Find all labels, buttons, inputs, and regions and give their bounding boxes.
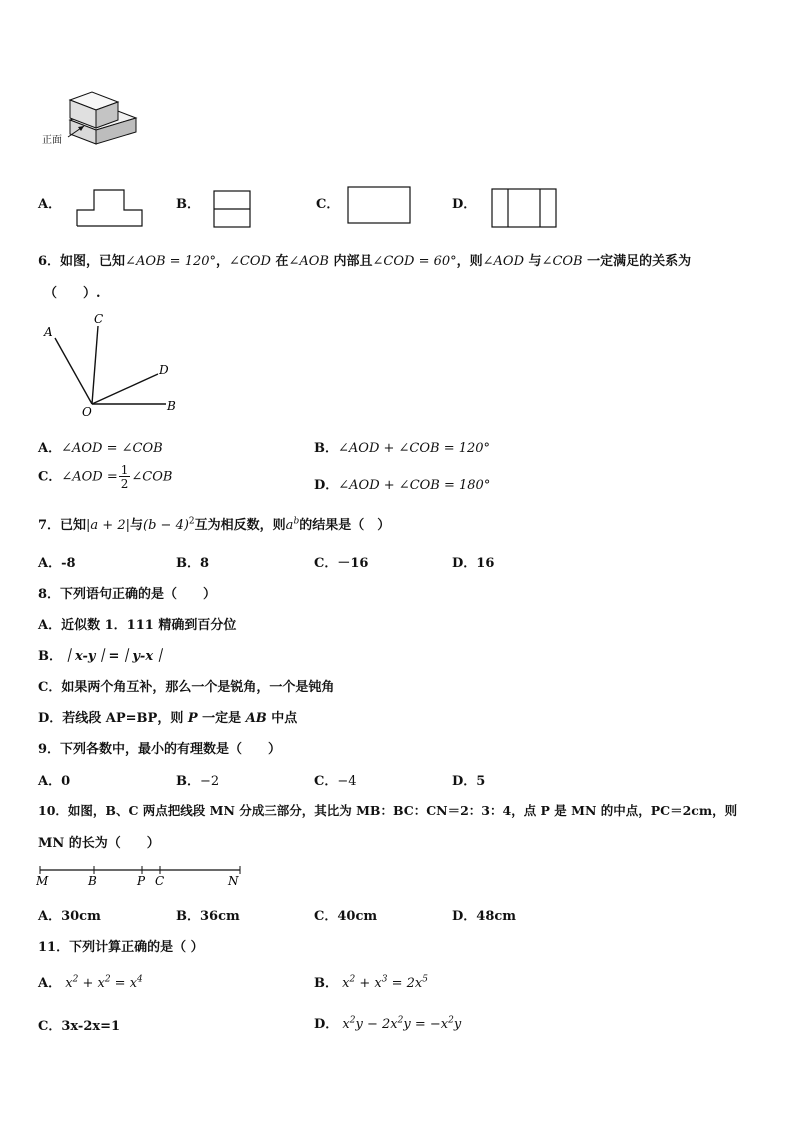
q6-stem: 6．如图，已知∠AOB = 120°，∠COD 在∠AOB 内部且∠COD = 60°，则∠AOD 与∠COB 一定满足的关系为 [38,254,692,269]
q7-stem: 7．已知|a + 2|与$(b - 4)^2$互为相反数，则$a^b$的结果是（ ） [38,516,391,533]
q11-stem: 11．下列计算正确的是（ ） [38,940,204,955]
q9-stem: 9．下列各数中，最小的有理数是（ ） [38,742,282,757]
q10-label-p: P [137,874,146,888]
q11-option-a: A． $x^2 + x^2 = x^4$ [38,974,143,991]
q8-option-a: A．近似数 1．111 精确到百分位 [38,618,237,633]
q5-option-d-shape [491,188,561,230]
q8-stem: 8．下列语句正确的是（ ） [38,587,217,602]
q7-option-a: A．-8 [38,556,76,571]
front-label: 正面 [42,135,62,146]
q9-option-b: B．−2 [176,774,220,789]
q7-option-b: B．8 [176,556,210,571]
q10-stem-line1: 10．如图，B、C 两点把线段 MN 分成三部分，其比为 MB：BC：CN＝2：3：4，点 P 是 MN 的中点，PC＝2cm，则 [38,803,738,818]
q6-stem-line2: （ ）. [44,286,101,301]
q9-option-c: C．−4 [314,774,357,789]
q11-option-d: D． $x^2y - 2x^2y = -x^2y$ [314,1015,462,1032]
q10-label-c: C [155,874,165,888]
q5-option-b-letter: B． [176,197,200,212]
q6-label-b: B [167,399,176,413]
q10-segment-figure [36,862,246,890]
q11-option-b: B． $x^2 + x^3 = 2x^5$ [314,974,428,991]
q7-option-d: D．16 [452,556,495,571]
q6-option-d: D．∠AOD + ∠COB = 180° [314,478,491,493]
q5-option-a-shape [76,188,146,228]
q5-option-d-letter: D． [452,197,477,212]
q5-option-c-letter: C． [316,197,340,212]
q6-option-a: A．∠AOD = ∠COB [38,441,163,456]
q5-option-c-shape [347,186,413,226]
q6-option-c: C．∠AOD = $\frac{1}{2}$ ∠COB [38,463,173,491]
q6-label-c: C [94,312,104,326]
q7-option-c: C．－16 [314,556,369,571]
q6-angle-figure [38,312,178,420]
q10-option-d: D．48cm [452,909,517,924]
q10-label-b: B [88,874,97,888]
q8-option-b: B．｜x-y｜=｜y-x｜ [38,649,167,664]
q6-label-d: D [159,363,169,377]
q5-option-a-letter: A． [38,197,62,212]
q9-option-d: D．5 [452,774,486,789]
q11-option-c: C．3x-2x=1 [38,1019,121,1034]
q10-option-a: A．30cm [38,909,101,924]
q5-option-b-shape [213,190,253,230]
q6-label-o: O [82,405,92,419]
q9-option-a: A．0 [38,774,71,789]
q10-label-n: N [228,874,239,888]
q10-label-m: M [36,874,49,888]
q8-option-d: D．若线段 AP=BP，则 P 一定是 AB 中点 [38,711,298,726]
q10-option-c: C．40cm [314,909,378,924]
q8-option-c: C．如果两个角互补，那么一个是锐角，一个是钝角 [38,680,335,695]
q6-option-b: B．∠AOD + ∠COB = 120° [314,441,491,456]
q10-stem-line2: MN 的长为（ ） [38,836,160,851]
q6-label-a: A [44,325,53,339]
q10-option-b: B．36cm [176,909,240,924]
